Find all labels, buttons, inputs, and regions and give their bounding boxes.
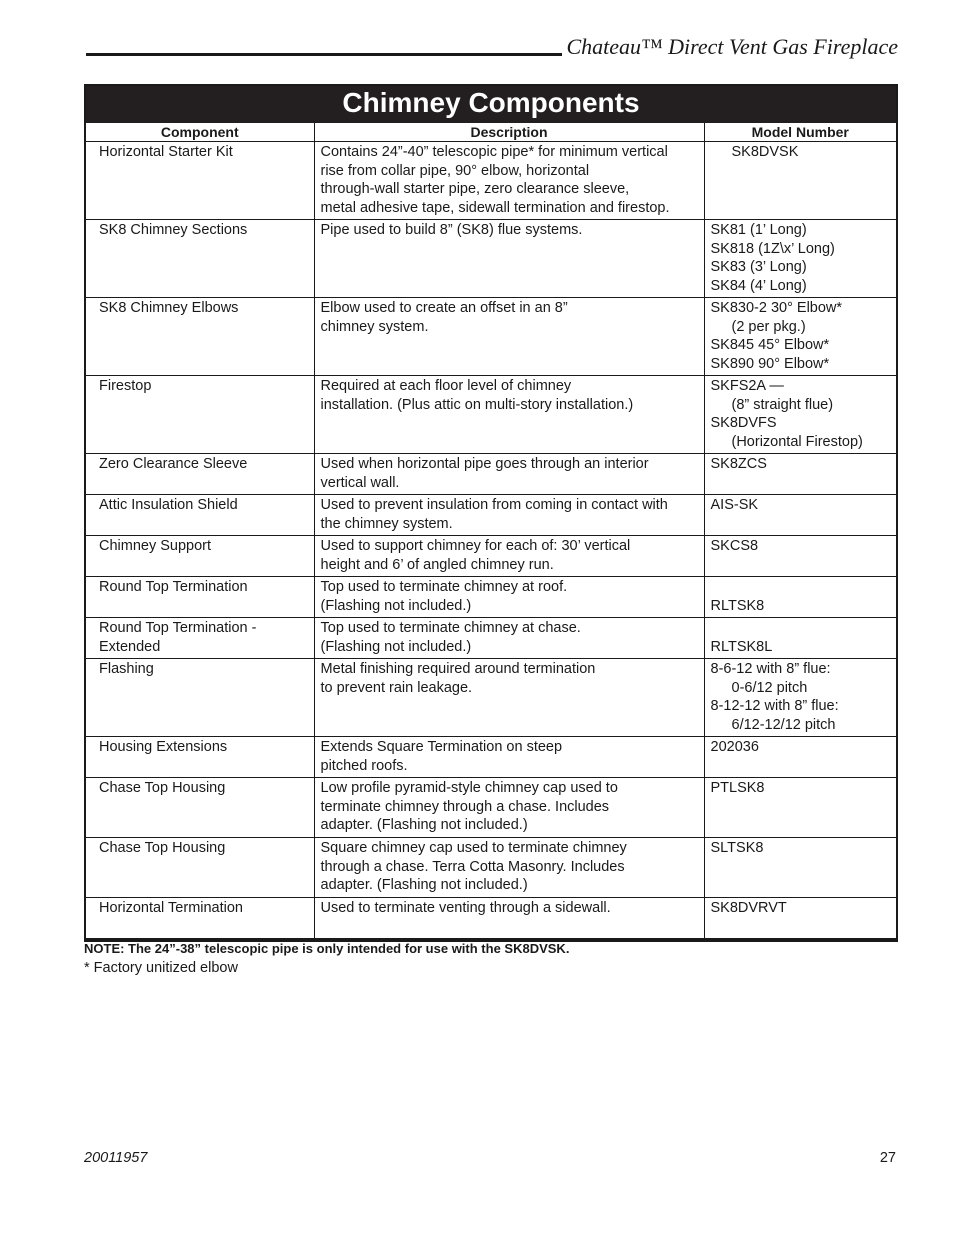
model-number-cell bbox=[704, 659, 896, 737]
cell-text-line: through a chase. Terra Cotta Masonry. Includes bbox=[320, 858, 625, 875]
cell-text-line: SK845 45° Elbow* bbox=[710, 337, 830, 354]
cell-text-line: Used to terminate venting through a sidewall. bbox=[320, 900, 611, 916]
cell-text-line: vertical wall. bbox=[320, 474, 400, 491]
header-rule bbox=[86, 53, 562, 56]
page-number: 27 bbox=[879, 1150, 896, 1166]
cell-text-line: rise from collar pipe, 90° elbow, horizontal bbox=[320, 162, 590, 179]
column-header-model-number: Model Number bbox=[704, 123, 896, 142]
description-cell bbox=[314, 495, 704, 536]
cell-text-line: Chase Top Housing bbox=[99, 780, 226, 796]
cell-text-line: 8-6-12 with 8” flue: bbox=[710, 661, 831, 677]
cell-text-line: Flashing bbox=[99, 661, 154, 677]
cell-text-line: 8-12-12 with 8” flue: bbox=[710, 698, 839, 715]
cell-text-line: Contains 24”-40” telescopic pipe* for minimum vertical bbox=[320, 144, 668, 160]
column-header-component: Component bbox=[86, 123, 314, 142]
component-cell bbox=[86, 376, 314, 454]
cell-text-line: the chimney system. bbox=[320, 515, 453, 532]
cell-text-line: 202036 bbox=[710, 739, 759, 755]
description-cell bbox=[314, 536, 704, 577]
cell-text-line: installation. (Plus attic on multi-story installation.) bbox=[320, 396, 634, 413]
cell-text-line: SK818 (1Z\x’ Long) bbox=[710, 240, 835, 257]
model-number-cell bbox=[704, 536, 896, 577]
cell-text-line bbox=[711, 619, 893, 638]
cell-text-line: Used to prevent insulation from coming in contact with bbox=[320, 497, 668, 513]
document-number: 20011957 bbox=[84, 1150, 148, 1166]
description-cell bbox=[314, 659, 704, 737]
cell-text-line: 6/12-12/12 pitch bbox=[731, 716, 836, 733]
cell-text-line: SK8 Chimney Sections bbox=[99, 222, 248, 238]
cell-text-line: SKFS2A — bbox=[710, 378, 784, 394]
model-number-cell bbox=[704, 838, 896, 898]
description-cell bbox=[314, 376, 704, 454]
component-cell bbox=[86, 618, 314, 659]
model-number-cell bbox=[704, 577, 896, 618]
component-cell bbox=[86, 454, 314, 495]
cell-text-line: through-wall starter pipe, zero clearance sleeve, bbox=[320, 181, 630, 198]
cell-text-line: (2 per pkg.) bbox=[731, 318, 806, 335]
component-cell bbox=[86, 220, 314, 298]
description-cell bbox=[314, 778, 704, 838]
cell-text-line: Extended bbox=[99, 638, 161, 655]
cell-text-line: 0-6/12 pitch bbox=[731, 679, 808, 696]
cell-text-line: Horizontal Starter Kit bbox=[99, 144, 233, 160]
table-header-row bbox=[86, 123, 896, 142]
cell-text-line: chimney system. bbox=[320, 318, 429, 335]
cell-text-line: Round Top Termination - bbox=[99, 620, 257, 636]
description-cell bbox=[314, 618, 704, 659]
model-number-cell bbox=[704, 618, 896, 659]
cell-text-line: Extends Square Termination on steep bbox=[320, 739, 563, 755]
table-row bbox=[86, 220, 896, 298]
cell-text-line: height and 6’ of angled chimney run. bbox=[320, 556, 554, 573]
table-row bbox=[86, 778, 896, 838]
table-row bbox=[86, 838, 896, 898]
model-number-cell bbox=[704, 778, 896, 838]
footnote-text: * Factory unitized elbow bbox=[84, 960, 238, 976]
cell-text-line: Metal finishing required around termination bbox=[320, 661, 596, 677]
cell-text-line: SK830-2 30° Elbow* bbox=[710, 300, 843, 316]
table-row bbox=[86, 298, 896, 376]
cell-text-line: Required at each floor level of chimney bbox=[320, 378, 572, 394]
description-cell bbox=[314, 142, 704, 220]
cell-text-line: Round Top Termination bbox=[99, 579, 248, 595]
cell-text-line: SK84 (4’ Long) bbox=[710, 277, 807, 294]
cell-text-line: Attic Insulation Shield bbox=[99, 497, 238, 513]
description-cell bbox=[314, 220, 704, 298]
cell-text-line: PTLSK8 bbox=[710, 780, 765, 796]
component-cell bbox=[86, 898, 314, 939]
cell-text-line: SKCS8 bbox=[710, 538, 759, 554]
cell-text-line: (Flashing not included.) bbox=[320, 597, 472, 614]
component-cell bbox=[86, 577, 314, 618]
table-row bbox=[86, 898, 896, 939]
chimney-components-table bbox=[84, 84, 898, 942]
model-number-cell bbox=[704, 298, 896, 376]
model-number-cell bbox=[704, 220, 896, 298]
component-cell bbox=[86, 298, 314, 376]
model-number-cell bbox=[704, 454, 896, 495]
cell-text-line: (8” straight flue) bbox=[731, 396, 834, 413]
cell-text-line: adapter. (Flashing not included.) bbox=[320, 817, 528, 834]
cell-text-line: SK890 90° Elbow* bbox=[710, 355, 830, 372]
cell-text-line: Firestop bbox=[99, 378, 152, 394]
description-cell bbox=[314, 298, 704, 376]
cell-text-line: Top used to terminate chimney at roof. bbox=[320, 579, 568, 595]
model-number-cell bbox=[704, 898, 896, 939]
cell-text-line: Housing Extensions bbox=[99, 739, 228, 755]
component-cell bbox=[86, 536, 314, 577]
description-cell bbox=[314, 737, 704, 778]
table-row bbox=[86, 659, 896, 737]
table-row bbox=[86, 577, 896, 618]
cell-text-line: pitched roofs. bbox=[320, 757, 408, 774]
model-number-cell bbox=[704, 737, 896, 778]
cell-text-line: AIS-SK bbox=[710, 497, 759, 513]
note-text: NOTE: The 24”-38” telescopic pipe is only intended for use with the SK8DVSK. bbox=[84, 941, 570, 956]
cell-text-line: Zero Clearance Sleeve bbox=[99, 456, 248, 472]
description-cell bbox=[314, 898, 704, 939]
cell-text-line: Top used to terminate chimney at chase. bbox=[320, 620, 581, 636]
model-number-cell bbox=[704, 495, 896, 536]
cell-text-line: metal adhesive tape, sidewall termination and firestop. bbox=[320, 199, 670, 216]
table-title: Chimney Components bbox=[86, 86, 896, 123]
cell-text-line: SK81 (1’ Long) bbox=[710, 222, 807, 238]
table-row bbox=[86, 536, 896, 577]
table-row bbox=[86, 454, 896, 495]
table-row bbox=[86, 737, 896, 778]
cell-text-line: terminate chimney through a chase. Includes bbox=[320, 798, 610, 815]
component-cell bbox=[86, 659, 314, 737]
description-cell bbox=[314, 454, 704, 495]
header-title: Chateau™ Direct Vent Gas Fireplace bbox=[566, 34, 898, 59]
component-cell bbox=[86, 142, 314, 220]
cell-text-line: SK8ZCS bbox=[710, 456, 767, 472]
table-row bbox=[86, 495, 896, 536]
cell-text-line: to prevent rain leakage. bbox=[320, 679, 473, 696]
model-number-cell bbox=[704, 376, 896, 454]
cell-text-line: Low profile pyramid-style chimney cap used to bbox=[320, 780, 618, 796]
table-row bbox=[86, 142, 896, 220]
cell-text-line: (Horizontal Firestop) bbox=[731, 433, 863, 450]
cell-text-line bbox=[711, 578, 893, 597]
cell-text-line: SK8DVSK bbox=[731, 144, 799, 160]
component-cell bbox=[86, 737, 314, 778]
cell-text-line: Elbow used to create an offset in an 8” bbox=[320, 300, 568, 316]
cell-text-line: Chimney Support bbox=[99, 538, 212, 554]
cell-text-line: Pipe used to build 8” (SK8) flue systems. bbox=[320, 222, 583, 238]
model-number-cell bbox=[704, 142, 896, 220]
component-cell bbox=[86, 838, 314, 898]
description-cell bbox=[314, 577, 704, 618]
cell-text-line: SK83 (3’ Long) bbox=[710, 259, 807, 276]
cell-text-line: SK8 Chimney Elbows bbox=[99, 300, 239, 316]
cell-text-line: adapter. (Flashing not included.) bbox=[320, 877, 528, 894]
cell-text-line: SK8DVFS bbox=[710, 415, 777, 432]
cell-text-line: (Flashing not included.) bbox=[320, 638, 472, 655]
cell-text-line: Chase Top Housing bbox=[99, 840, 226, 856]
cell-text-line: Square chimney cap used to terminate chimney bbox=[320, 840, 627, 856]
cell-text-line: RLTSK8L bbox=[710, 638, 773, 655]
table-row bbox=[86, 618, 896, 659]
component-cell bbox=[86, 778, 314, 838]
components-table bbox=[86, 123, 896, 939]
cell-text-line: Horizontal Termination bbox=[99, 900, 243, 916]
description-cell bbox=[314, 838, 704, 898]
cell-text-line: Used when horizontal pipe goes through an interior bbox=[320, 456, 649, 472]
table-row bbox=[86, 376, 896, 454]
cell-text-line: SK8DVRVT bbox=[710, 900, 787, 916]
cell-text-line: SLTSK8 bbox=[710, 840, 764, 856]
cell-text-line: Used to support chimney for each of: 30’ vertical bbox=[320, 538, 631, 554]
column-header-description: Description bbox=[314, 123, 704, 142]
component-cell bbox=[86, 495, 314, 536]
cell-text-line: RLTSK8 bbox=[710, 597, 765, 614]
